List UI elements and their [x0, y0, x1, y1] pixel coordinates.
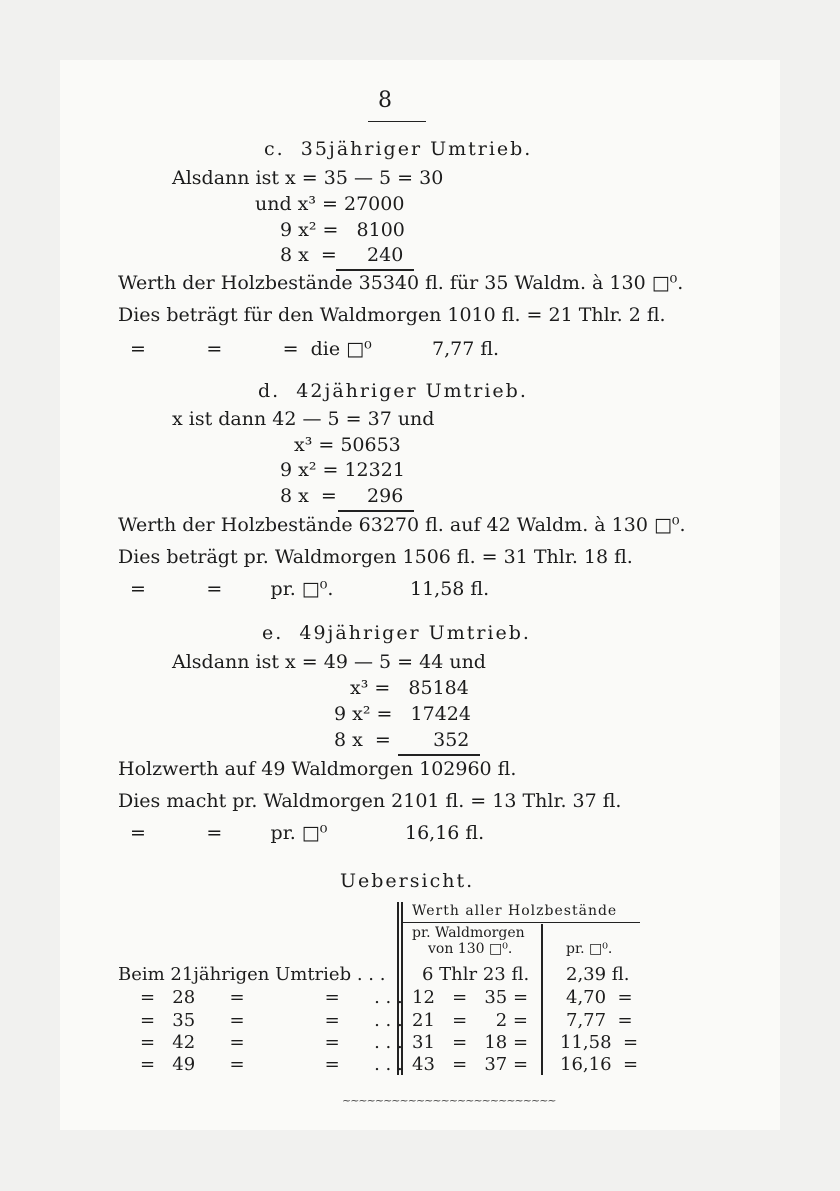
section-c-line2: und x³ = 27000	[255, 193, 405, 215]
overview-column-divider	[541, 924, 543, 1075]
overview-row-col1: 21 = 2 =	[412, 1010, 529, 1031]
section-d-line6: Dies beträgt pr. Waldmorgen 1506 fl. = 31 Thlr. 18 fl.	[118, 546, 633, 568]
overview-row-col1: 6 Thlr 23 fl.	[422, 964, 530, 985]
overview-row-label: = 35 = = . . .	[140, 1010, 403, 1031]
overview-row-col1: 43 = 37 =	[412, 1054, 529, 1075]
section-d-line7-value: 11,58 fl.	[410, 578, 490, 600]
overview-title: Uebersicht.	[340, 870, 475, 892]
section-e-line7-ditto: = = pr. □⁰	[130, 822, 328, 844]
section-c-line3: 9 x² = 8100	[280, 219, 405, 241]
section-d-heading: d. 42jähriger Umtrieb.	[258, 380, 528, 402]
page-number-rule	[368, 121, 426, 122]
section-e-line5: Holzwerth auf 49 Waldmorgen 102960 fl.	[118, 758, 517, 780]
section-c-line7-ditto: = = = die □⁰	[130, 338, 372, 360]
overview-row-label: Beim 21jährigen Umtrieb . . .	[118, 964, 386, 985]
section-e-heading: e. 49jähriger Umtrieb.	[262, 622, 531, 644]
end-ornament: ~~~~~~~~~~~~~~~~~~~~~~~~~~	[342, 1094, 556, 1107]
overview-header-col2: pr. □⁰.	[566, 941, 613, 957]
section-e-line7-value: 16,16 fl.	[405, 822, 485, 844]
section-c-line6: Dies beträgt für den Waldmorgen 1010 fl. = 21 Thlr. 2 fl.	[118, 304, 666, 326]
section-e-sum-rule	[398, 754, 480, 756]
overview-row-col1: 12 = 35 =	[412, 987, 529, 1008]
section-c-sum-rule	[336, 269, 414, 271]
section-d-line7-ditto: = = pr. □⁰.	[130, 578, 334, 600]
section-c-line5: Werth der Holzbestände 35340 fl. für 35 Waldm. à 130 □⁰.	[118, 272, 684, 294]
overview-row-label: = 28 = = . . .	[140, 987, 403, 1008]
overview-header-rule	[402, 922, 640, 923]
section-e-line1: Alsdann ist x = 49 — 5 = 44 und	[172, 651, 486, 673]
section-d-line1: x ist dann 42 — 5 = 37 und	[172, 408, 435, 430]
section-d-line3: 9 x² = 12321	[280, 459, 405, 481]
page-number: 8	[378, 88, 392, 113]
section-c-line7-value: 7,77 fl.	[432, 338, 500, 360]
overview-row-label: = 49 = = . . .	[140, 1054, 403, 1075]
overview-header-col1-line1: pr. Waldmorgen	[412, 925, 525, 941]
section-e-line6: Dies macht pr. Waldmorgen 2101 fl. = 13 Thlr. 37 fl.	[118, 790, 622, 812]
overview-row-col1: 31 = 18 =	[412, 1032, 529, 1053]
overview-header-col1-line2: von 130 □⁰.	[428, 941, 513, 957]
section-e-line4: 8 x = 352	[334, 729, 470, 751]
section-d-line4: 8 x = 296	[280, 485, 404, 507]
section-d-line2: x³ = 50653	[294, 434, 401, 456]
overview-row-col2: 11,58 =	[560, 1032, 639, 1053]
section-e-line2: x³ = 85184	[350, 677, 469, 699]
section-d-line5: Werth der Holzbestände 63270 fl. auf 42 Waldm. à 130 □⁰.	[118, 514, 686, 536]
overview-header-main: Werth aller Holzbestände	[412, 903, 618, 919]
overview-row-col2: 7,77 =	[566, 1010, 633, 1031]
overview-row-col2: 2,39 fl.	[566, 964, 630, 985]
overview-row-label: = 42 = = . . .	[140, 1032, 403, 1053]
section-c-line4: 8 x = 240	[280, 244, 404, 266]
section-c-line1: Alsdann ist x = 35 — 5 = 30	[172, 167, 444, 189]
section-d-sum-rule	[338, 510, 414, 512]
overview-row-col2: 4,70 =	[566, 987, 633, 1008]
section-e-line3: 9 x² = 17424	[334, 703, 471, 725]
section-c-heading: c. 35jähriger Umtrieb.	[264, 138, 533, 160]
overview-row-col2: 16,16 =	[560, 1054, 639, 1075]
